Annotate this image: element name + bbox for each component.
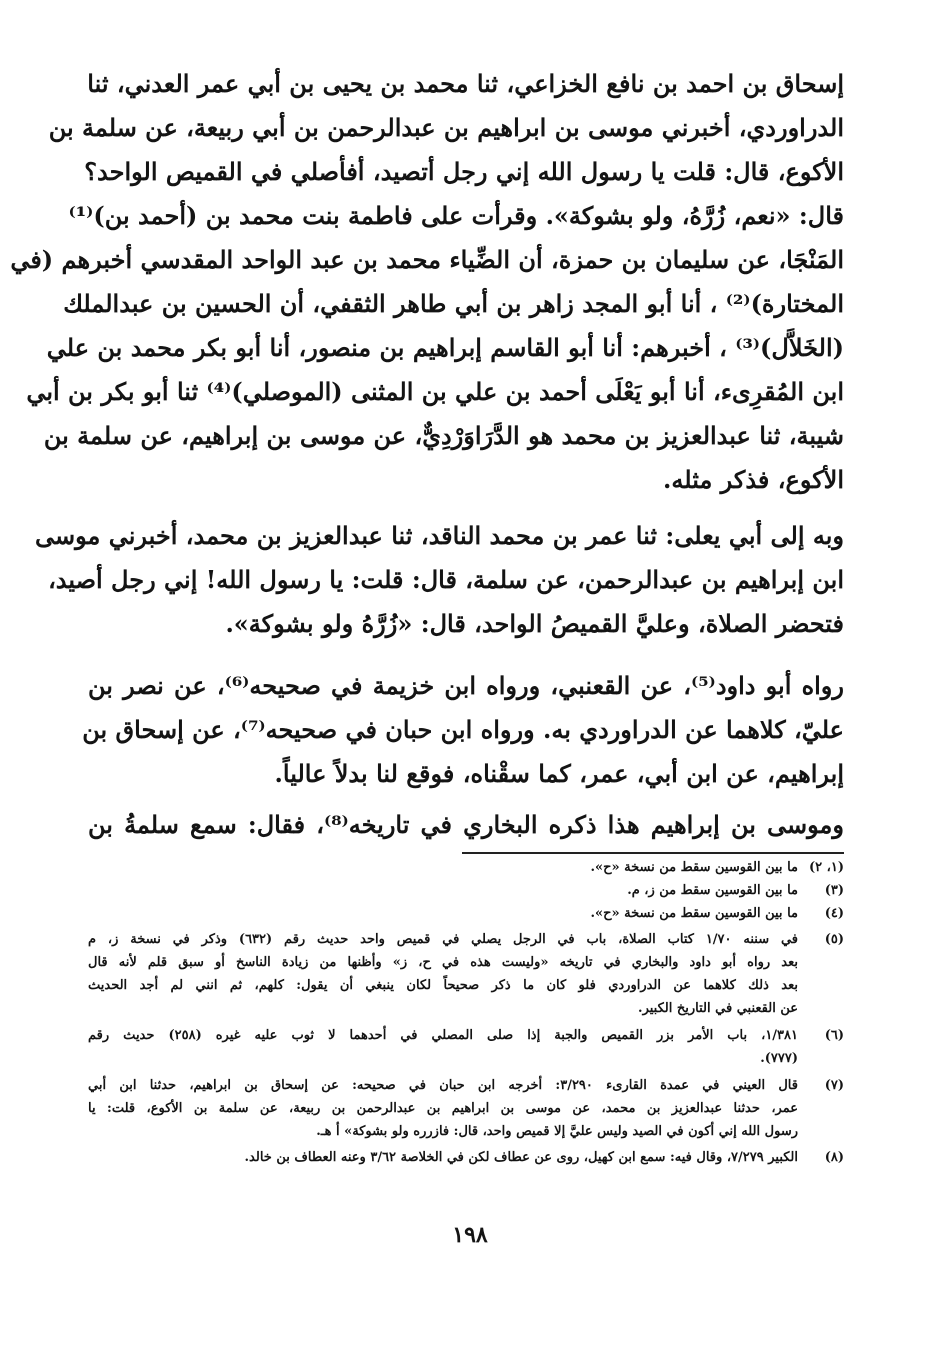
text-line: ابن إبراهيم بن عبدالرحمن، عن سلمة، قال: قلت: يا رسول الله! إني رجل أصيد، [48, 565, 844, 594]
footnote-number: (١، ٢) [808, 860, 844, 875]
footnote-text: بعد ذلك كلاهما عن الدراوردي فلو كان ما ذكر صحيحاً لكان ينبغي أن يقول: كلهم، ثم انني لم أجد الحديث [88, 978, 798, 993]
footnote-text: عمر، حدثنا عبدالعزيز بن محمد، عن موسى بن ابراهيم بن عبدالرحمن بن ربيعة، عن سلمة بن الأكوع، قلت: يا [88, 1101, 798, 1116]
text-line: المَنْجَا، عن سليمان بن حمزة، أن الضِّياء محمد بن عبد الواحد المقدسي أخبرهم (في [10, 245, 844, 274]
footnote-1-2 [88, 856, 844, 879]
page-number: ١٩٨ [452, 1222, 488, 1248]
footnote-6-line [88, 1047, 844, 1070]
footnote-text: الكبير ٧/٢٧٩، وقال فيه: سمع ابن كهيل، روى عن عطاف لكن في الخلاصة ٣/٦٢ وعنه العطاف بن خالد. [244, 1150, 798, 1165]
footnote-number: (٣) [824, 883, 844, 898]
text-line: قال: «نعم، زُرَّهُ، ولو بشوكة». وقرأت على فاطمة بنت محمد بن (أحمد بن)⁽¹⁾ [68, 201, 844, 230]
text-line: (الخَلاَّل)⁽³⁾ ، أخبرهم: أنا أبو القاسم إبراهيم بن منصور، أنا أبو بكر محمد بن علي [46, 333, 844, 362]
footnote-text: (٧٧٧). [760, 1051, 798, 1066]
footnote-7-line [88, 1120, 844, 1143]
footnote-text: رسول الله إني أكون في الصيد وليس عليَّ إلا قميص واحد، قال: فازرره ولو بشوكة» أ هـ. [316, 1124, 798, 1139]
footnote-text: قال العيني في عمدة القارىء ٣/٢٩٠: أخرجه ابن حبان في صحيحه: عن إسحاق بن ابراهيم، حدثنا ابن أبي [88, 1078, 798, 1093]
text-line: وبه إلى أبي يعلى: ثنا عمر بن محمد الناقد، ثنا عبدالعزيز بن محمد، أخبرني موسى [35, 521, 844, 550]
text-line: إبراهيم، عن ابن أبي، عمر، كما سقْناه، فوقع لنا بدلاً عالياً. [274, 759, 844, 788]
footnote-separator [462, 852, 844, 854]
footnote-7-line [88, 1097, 844, 1120]
text-line: المختارة)⁽²⁾ ، أنا أبو المجد زاهر بن أبي طاهر الثقفي، أن الحسين بن عبدالملك [63, 289, 844, 318]
footnote-4 [88, 902, 844, 925]
footnote-number: (٥) [824, 932, 844, 947]
footnote-text: ما بين القوسين سقط من نسخة «ح». [590, 860, 798, 875]
text-line: الأكوع، فذكر مثله. [663, 465, 844, 494]
footnote-5 [88, 928, 844, 951]
footnote-text: ما بين القوسين سقط من نسخة «ح». [590, 906, 798, 921]
footnote-7 [88, 1074, 844, 1097]
text-line: وموسى بن إبراهيم هذا ذكره البخاري في تاريخه⁽⁸⁾، فقال: سمع سلمةُ بن [88, 810, 844, 839]
footnote-text: في سننه ١/٧٠ كتاب الصلاة، باب في الرجل يصلي في قميص واحد حديث رقم (٦٣٢) وذكر في نسخة ز، م [88, 932, 799, 947]
text-line: الأكوع، قال: قلت يا رسول الله إني رجل أتصيد، أفأصلي في القميص الواحد؟ [84, 157, 844, 186]
text-line: فتحضر الصلاة، وعليَّ القميصُ الواحد، قال: «زُرَّهُ ولو بشوكة». [225, 609, 844, 638]
footnote-5-line [88, 951, 844, 974]
footnote-number: (٤) [824, 906, 844, 921]
footnote-5-line [88, 997, 844, 1020]
footnote-6 [88, 1024, 844, 1047]
footnote-number: (٧) [824, 1078, 844, 1093]
footnote-number: (٦) [824, 1028, 844, 1043]
text-line: الدراوردي، أخبرني موسى بن ابراهيم بن عبدالرحمن بن أبي ربيعة، عن سلمة بن [48, 113, 844, 142]
footnote-8 [88, 1146, 844, 1169]
text-line: إسحاق بن احمد بن نافع الخزاعي، ثنا محمد بن يحيى بن أبي عمر العدني، ثنا [87, 69, 844, 98]
footnote-3 [88, 879, 844, 902]
footnote-number: (٨) [824, 1150, 844, 1165]
text-line: ابن المُقرِىء، أنا أبو يَعْلَى أحمد بن علي بن المثنى (الموصلي)⁽⁴⁾ ثنا أبو بكر بن أبي [26, 377, 844, 406]
footnote-5-line [88, 974, 844, 997]
text-line: رواه أبو داود⁽⁵⁾، عن القعنبي، ورواه ابن خزيمة في صحيحه⁽⁶⁾، عن نصر بن [88, 671, 844, 700]
footnote-text: عن القعنبي في التاريخ الكبير. [638, 1001, 798, 1016]
footnote-text: ١/٣٨١، باب الأمر بزر القميص والجبة إذا صلى المصلي في أحدهما لا ثوب عليه غيره (٢٥٨) حديث رقم [88, 1028, 798, 1043]
text-line: عليّ، كلاهما عن الدراوردي به. ورواه ابن حبان في صحيحه⁽⁷⁾، عن إسحاق بن [82, 715, 844, 744]
footnote-text: ما بين القوسين سقط من ز، م. [627, 883, 798, 898]
footnote-text: بعد رواه أبو داود والبخاري في تاريخه «وليست هذه في ح، ز» وأظنها من زيادة الناسخ أو سبق قلم لأنه قال [88, 955, 798, 970]
text-line: شيبة، ثنا عبدالعزيز بن محمد هو الدَّرَاوَرْدِيٌّ، عن موسى بن إبراهيم، عن سلمة بن [43, 421, 844, 450]
